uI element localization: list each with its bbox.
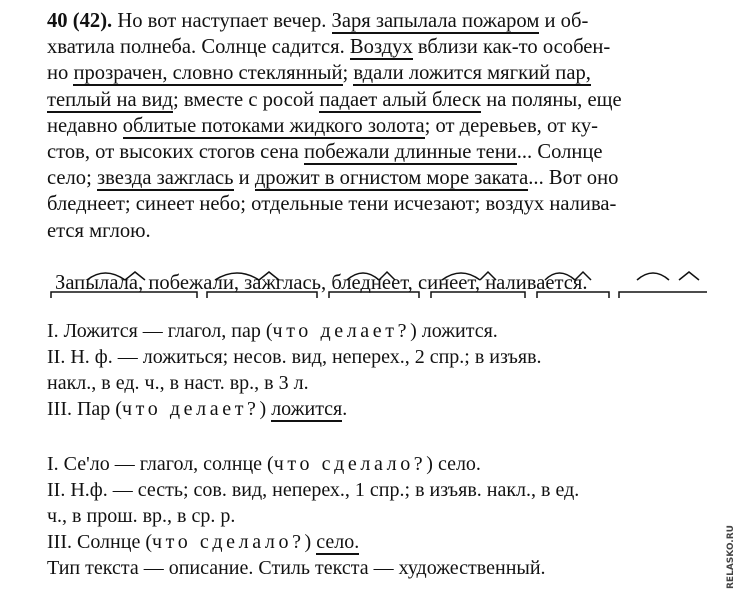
underlined-phrase: облитые потоками жидкого золота	[122, 114, 425, 137]
exercise-line-8	[47, 191, 701, 217]
analysis2-question: что сделало?	[151, 531, 305, 553]
underlined-phrase: дрожит в огнистом море заката	[254, 167, 529, 190]
exercise-line-6	[47, 139, 701, 165]
verbs-list: Запылала, побежали, зажглась, бледнеет, синеет, наливается.	[55, 272, 588, 294]
text-fragment: вблизи как-то особен-	[412, 36, 611, 59]
watermark	[722, 461, 736, 591]
underlined-phrase: Воздух	[349, 36, 413, 59]
stem-bracket-6	[619, 292, 707, 298]
text-fragment: ... Вот оно	[528, 167, 619, 190]
analysis1-question: что делает?	[272, 320, 411, 342]
analysis1-text: ) ложится.	[410, 320, 498, 342]
analysis2-text: III. Солнце (	[47, 531, 152, 553]
text-fragment: бледнеет; синеет небо; отдельные тени исчезают; воздух налива-	[47, 193, 617, 216]
underlined-phrase: звезда зажглась	[96, 167, 234, 190]
watermark-svg	[722, 461, 736, 591]
exercise-line-2	[47, 34, 701, 60]
underlined-phrase: теплый на вид	[47, 88, 173, 111]
exercise-line-4	[47, 87, 701, 113]
analysis-selo	[47, 451, 707, 581]
exercise-line-7	[47, 165, 701, 191]
exercise-number: 40 (42).	[47, 10, 113, 32]
text-fragment: хватила полнеба. Солнце садится.	[47, 36, 350, 59]
exercise-line-1	[47, 8, 701, 34]
analysis1-text: I. Ложится — глагол, пар (	[47, 320, 273, 342]
analysis2-text: I. Се'ло — глагол, солнце (	[47, 453, 274, 475]
exercise-text	[47, 8, 701, 244]
text-fragment: ; от деревьев, от ку-	[424, 114, 599, 137]
exercise-line-3	[47, 60, 701, 86]
exercise-line-5	[47, 113, 701, 139]
text-fragment: ется мглою.	[47, 219, 151, 242]
verbs-morpheme-line	[47, 268, 707, 302]
analysis1-line-2: II. Н. ф. — ложиться; несов. вид, неперех., 2 спр.; в изъяв.	[47, 346, 542, 368]
text-fragment: стов, от высоких стогов сена	[47, 141, 304, 164]
underlined-phrase: прозрачен, словно стеклянный	[73, 62, 343, 85]
text-fragment: но	[47, 62, 74, 85]
text-fragment: ... Солнце	[516, 141, 603, 164]
watermark-text: RELASKO.RU	[726, 525, 736, 589]
exercise-line-9	[47, 218, 701, 244]
underlined-phrase: падает алый блеск	[319, 88, 482, 111]
analysis2-line-5: Тип текста — описание. Стиль текста — художественный.	[47, 557, 546, 579]
analysis2-line-3: ч., в прош. вр., в ср. р.	[47, 505, 236, 527]
suffix-mark-6	[679, 272, 699, 280]
analysis1-line-3: накл., в ед. ч., в наст. вр., в 3 л.	[47, 372, 309, 394]
text-fragment: ; вместе с росой	[172, 88, 320, 111]
text-fragment: село;	[47, 167, 97, 190]
analysis1-text: .	[342, 398, 348, 420]
analysis1-text: III. Пар (	[47, 398, 122, 420]
text-fragment: ;	[342, 62, 354, 85]
analysis2-question: что сделало?	[273, 453, 427, 475]
analysis1-line-1	[47, 318, 707, 344]
text-fragment: и об-	[539, 10, 589, 32]
analysis-lozhitsya	[47, 318, 707, 422]
analysis1-underlined: ложится	[271, 398, 343, 420]
underlined-phrase: вдали ложится мягкий пар,	[353, 62, 591, 85]
analysis2-underlined: село.	[316, 531, 360, 553]
analysis2-text: )	[304, 531, 317, 553]
analysis2-line-1	[47, 451, 707, 477]
analysis2-text: ) село.	[426, 453, 481, 475]
analysis1-line-4	[47, 396, 707, 422]
text-fragment: Но вот наступает вечер.	[117, 10, 332, 32]
analysis1-question: что делает?	[121, 398, 260, 420]
text-fragment: и	[233, 167, 255, 190]
analysis1-text: )	[259, 398, 272, 420]
text-fragment: на поляны, еще	[481, 88, 622, 111]
underlined-phrase: Заря запылала пожаром	[331, 10, 540, 32]
underlined-phrase: побежали длинные тени	[303, 141, 517, 164]
analysis2-line-4	[47, 529, 707, 555]
analysis2-line-2: II. Н.ф. — сесть; сов. вид, неперех., 1 спр.; в изъяв. накл., в ед.	[47, 479, 580, 501]
text-fragment: недавно	[47, 114, 123, 137]
root-arc-6	[637, 273, 669, 280]
